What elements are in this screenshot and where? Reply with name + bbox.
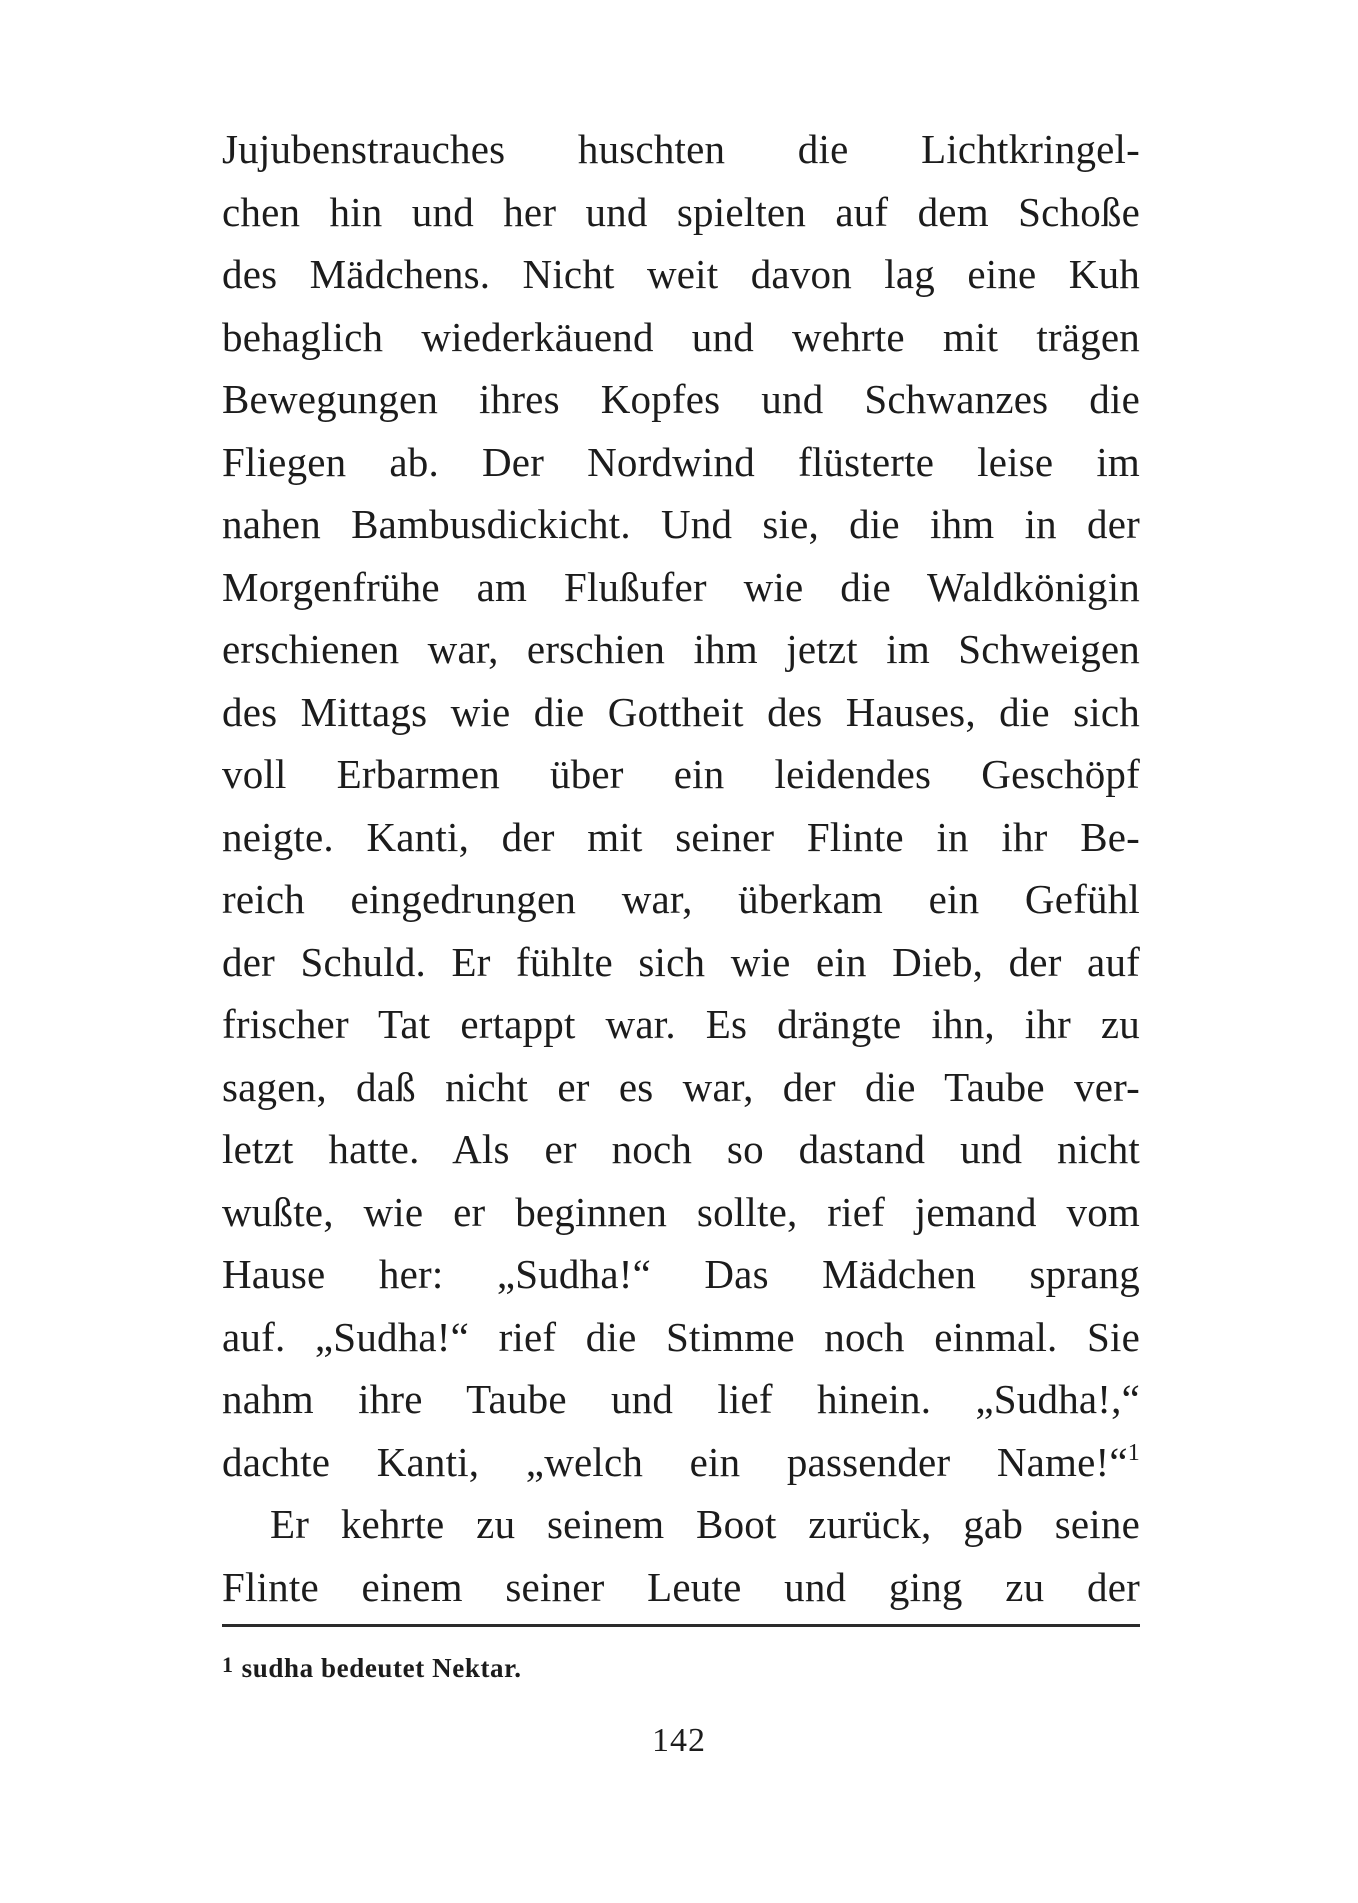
- text-line: nahen Bambusdickicht. Und sie, die ihm in der: [222, 501, 1140, 547]
- text-line: neigte. Kanti, der mit seiner Flinte in ihr Be-: [222, 813, 1140, 860]
- footnote-text: sudha bedeutet Nektar.: [241, 1653, 522, 1683]
- text-line: reich eingedrungen war, überkam ein Gefühl: [222, 876, 1140, 922]
- text-line: Bewegungen ihres Kopfes und Schwanzes die: [222, 376, 1140, 422]
- text-line: auf. „Sudha!“ rief die Stimme noch einmal. Sie: [222, 1313, 1140, 1360]
- footnote-reference: 1: [1127, 1439, 1140, 1466]
- text-line: chen hin und her und spielten auf dem Schoße: [222, 188, 1140, 235]
- paragraph-first-line: Er kehrte zu seinem Boot zurück, gab seine: [270, 1501, 1140, 1547]
- text-line: sagen, daß nicht er es war, der die Taube ver-: [222, 1063, 1140, 1110]
- text-line: Hause her: „Sudha!“ Das Mädchen sprang: [222, 1251, 1140, 1297]
- text-line: Morgenfrühe am Flußufer wie die Waldkönigin: [222, 563, 1140, 610]
- text-line: Flinte einem seiner Leute und ging zu der: [222, 1563, 1140, 1610]
- text-line: Fliegen ab. Der Nordwind flüsterte leise im: [222, 438, 1140, 485]
- text-line: des Mittags wie die Gottheit des Hauses, die sich: [222, 688, 1140, 735]
- footnote-marker: 1: [222, 1652, 234, 1677]
- footnote-divider: [222, 1624, 1140, 1627]
- text-line: voll Erbarmen über ein leidendes Geschöpf: [222, 751, 1140, 797]
- text-line: frischer Tat ertappt war. Es drängte ihn, ihr zu: [222, 1001, 1140, 1047]
- text-line: des Mädchens. Nicht weit davon lag eine Kuh: [222, 251, 1140, 297]
- text-line: erschienen war, erschien ihm jetzt im Schweigen: [222, 626, 1140, 672]
- text-line: Jujubenstrauches huschten die Lichtkringel-: [222, 126, 1140, 172]
- text-line-content: dachte Kanti, „welch ein passender Name!“: [222, 1438, 1128, 1485]
- text-line: wußte, wie er beginnen sollte, rief jemand vom: [222, 1188, 1140, 1235]
- text-line: der Schuld. Er fühlte sich wie ein Dieb, der auf: [222, 938, 1140, 985]
- text-line: behaglich wiederkäuend und wehrte mit trägen: [222, 313, 1140, 360]
- text-line-with-footnote-ref: [222, 1431, 1140, 1494]
- footnote: [222, 1648, 522, 1685]
- text-line: letzt hatte. Als er noch so dastand und nicht: [222, 1126, 1140, 1172]
- body-text: [222, 118, 1140, 1618]
- text-line: nahm ihre Taube und lief hinein. „Sudha!,“: [222, 1376, 1140, 1422]
- page-number: 142: [652, 1722, 706, 1759]
